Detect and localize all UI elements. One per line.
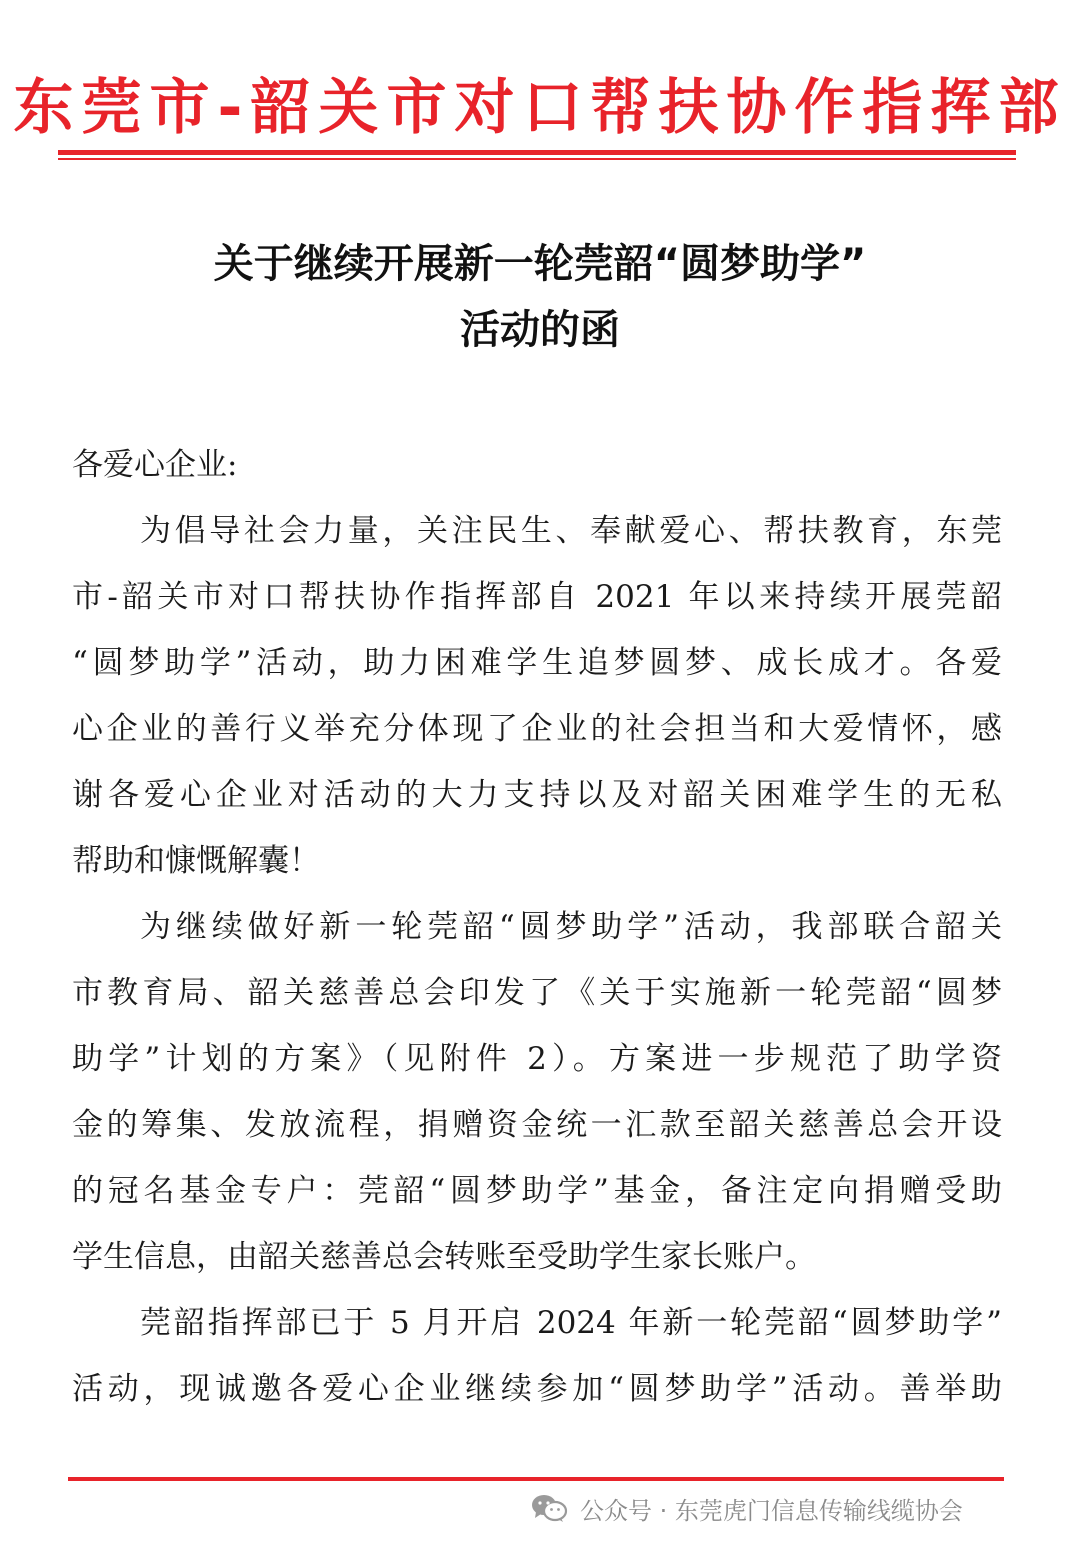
paragraph-line: 为继续做好新一轮莞韶“圆梦助学”活动，我部联合韶关 — [140, 909, 1002, 945]
paragraph-line: 莞韶指挥部已于 5 月开启 2024 年新一轮莞韶“圆梦助学” — [140, 1305, 1002, 1341]
paragraph-line: “圆梦助学”活动，助力困难学生追梦圆梦、成长成才。各爱 — [72, 645, 1002, 681]
footer-rule — [68, 1477, 1004, 1481]
paragraph-line: 谢各爱心企业对活动的大力支持以及对韶关困难学生的无私 — [72, 777, 1002, 813]
paragraph-3 — [72, 1290, 1002, 1422]
letterhead-title: 东莞市-韶关市对口帮扶协作指挥部 — [13, 73, 1067, 143]
paragraph-2 — [72, 894, 1002, 1290]
paragraph-line: 金的筹集、发放流程，捐赠资金统一汇款至韶关慈善总会开设 — [72, 1107, 1002, 1143]
paragraph-line: 为倡导社会力量，关注民生、奉献爱心、帮扶教育，东莞 — [140, 513, 1002, 549]
paragraph-line: 的冠名基金专户：莞韶“圆梦助学”基金，备注定向捐赠受助 — [72, 1173, 1002, 1209]
wechat-icon — [530, 1493, 568, 1523]
paragraph-line: 活动，现诚邀各爱心企业继续参加“圆梦助学”活动。善举助 — [72, 1371, 1002, 1407]
paragraph-line: 心企业的善行义举充分体现了企业的社会担当和大爱情怀，感 — [72, 711, 1002, 747]
paragraph-line: 市教育局、韶关慈善总会印发了《关于实施新一轮莞韶“圆梦 — [72, 975, 1002, 1011]
paragraph-line: 帮助和慷慨解囊！ — [72, 843, 320, 879]
salutation: 各爱心企业: — [72, 447, 238, 483]
document-title-line2: 活动的函 — [460, 307, 620, 353]
wechat-watermark — [530, 1488, 963, 1528]
paragraph-line: 助学”计划的方案》（见附件 2）。方案进一步规范了助学资 — [72, 1041, 1002, 1077]
paragraph-line: 学生信息，由韶关慈善总会转账至受助学生家长账户。 — [72, 1239, 816, 1275]
paragraph-line: 市-韶关市对口帮扶协作指挥部自 2021 年以来持续开展莞韶 — [72, 579, 1002, 615]
document-body — [72, 432, 1002, 1422]
letterhead-rule-thin — [58, 158, 1016, 160]
watermark-text: 公众号 · 东莞虎门信息传输线缆协会 — [580, 1496, 963, 1525]
letterhead-rule-thick — [58, 150, 1016, 155]
paragraph-1 — [72, 498, 1002, 894]
document-title-line1: 关于继续开展新一轮莞韶“圆梦助学” — [213, 241, 867, 287]
